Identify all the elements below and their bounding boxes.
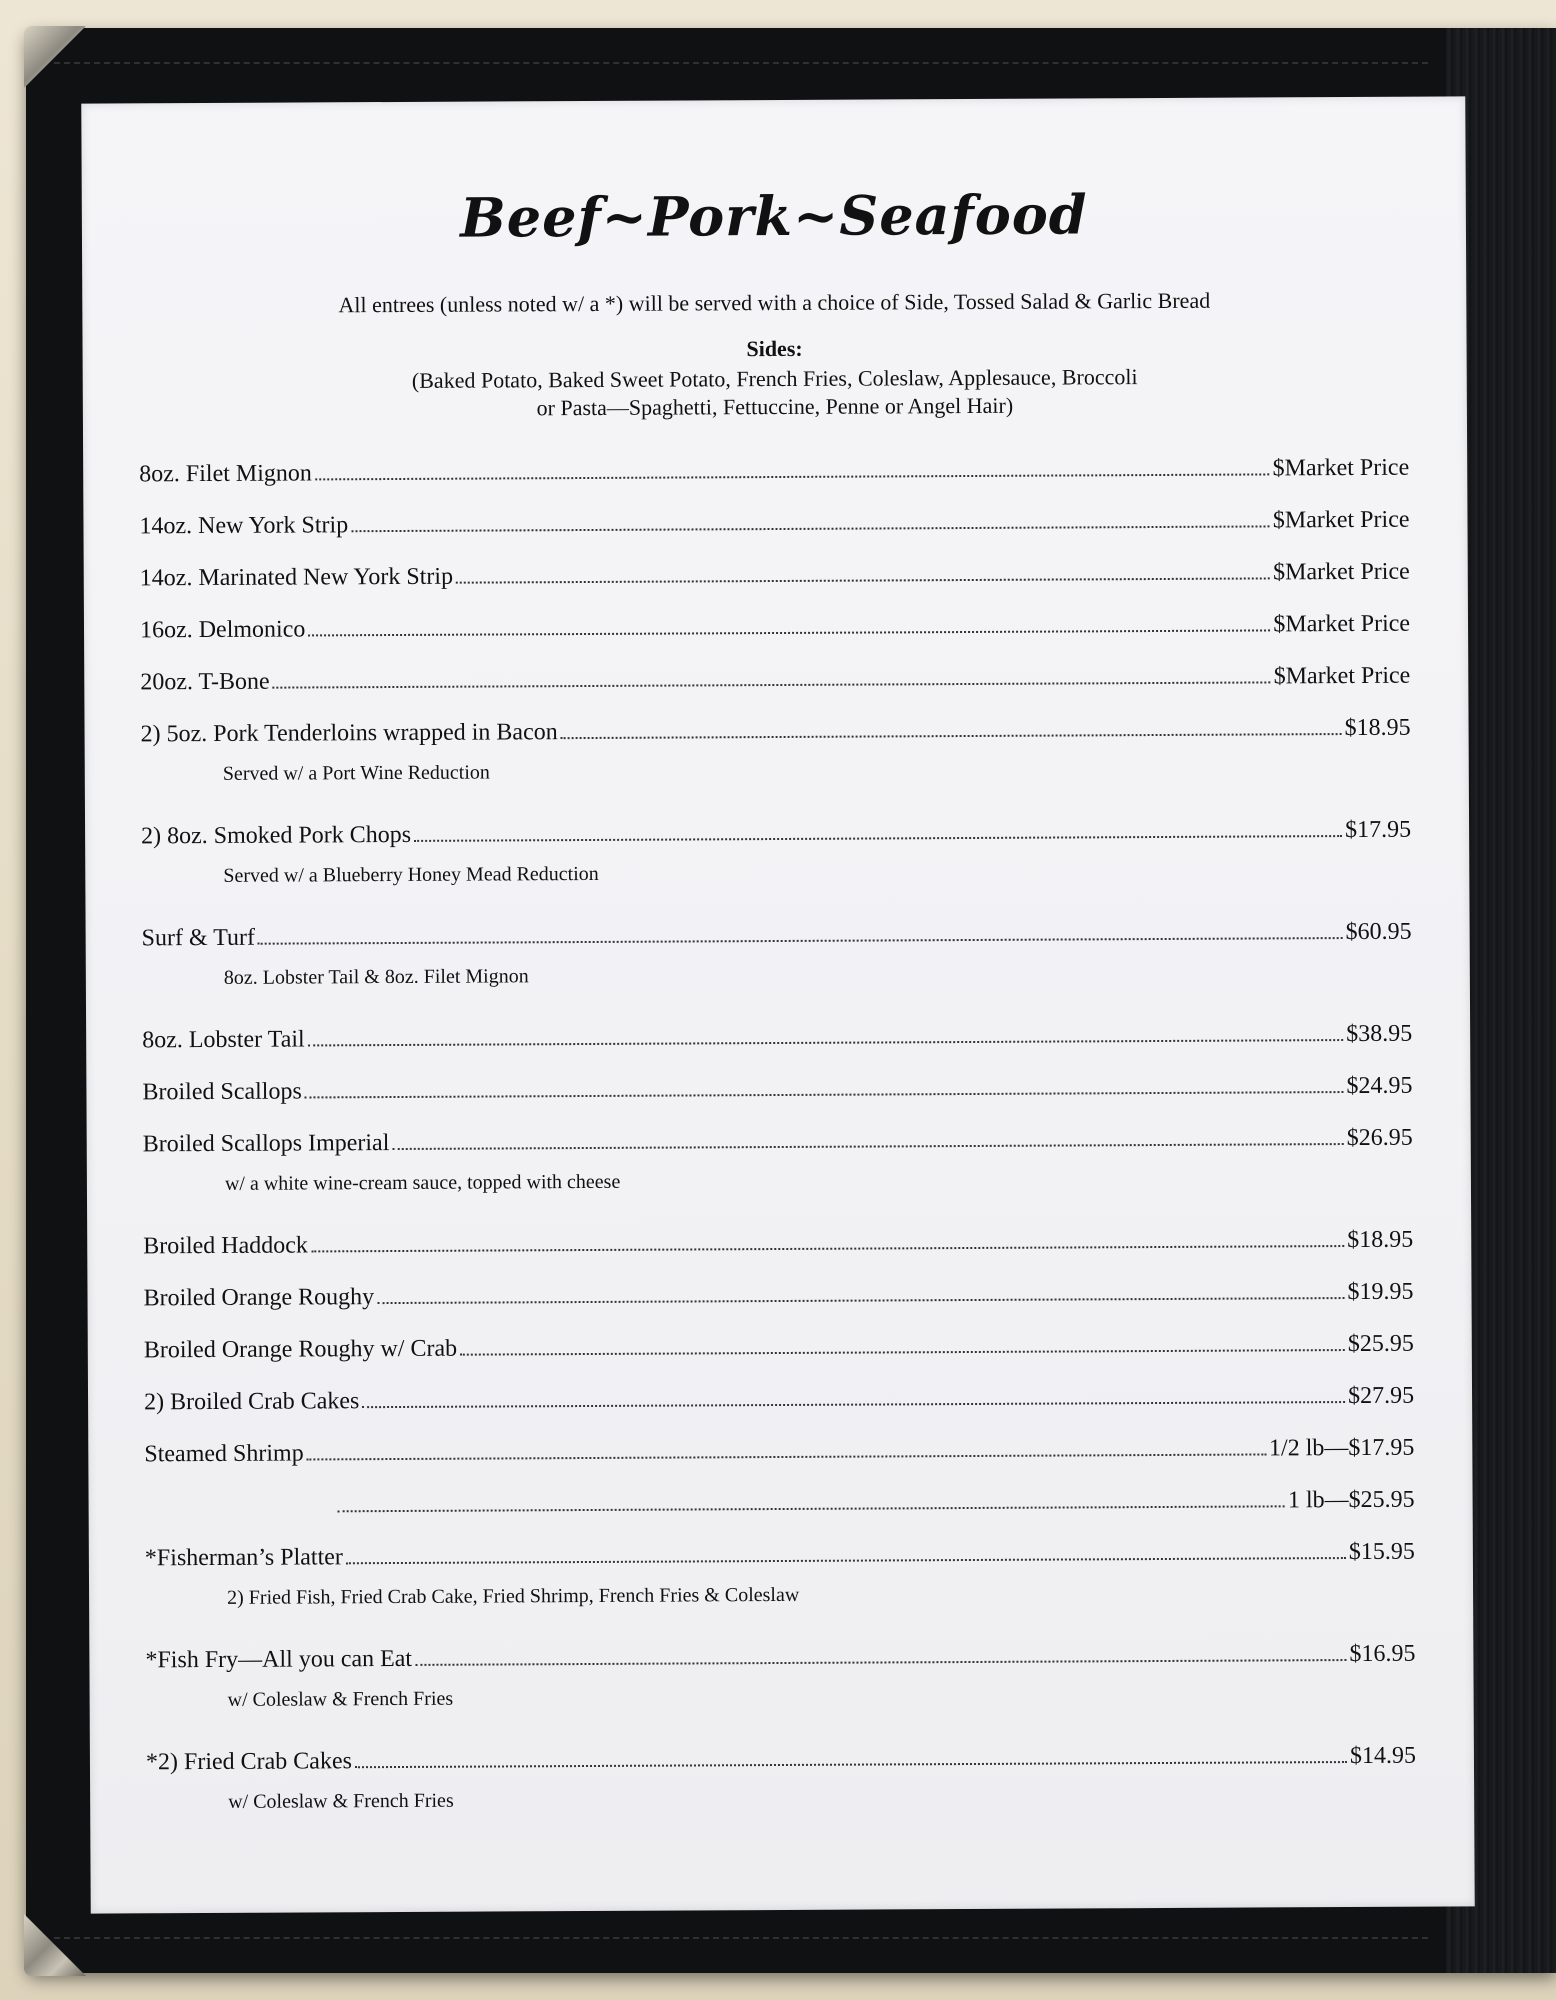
dot-leader — [351, 525, 1270, 532]
menu-item-price: $24.95 — [1346, 1072, 1413, 1100]
menu-item-price: $Market Price — [1272, 506, 1410, 534]
dot-leader — [308, 629, 1270, 636]
dot-leader — [355, 1761, 1347, 1768]
menu-item-price: $18.95 — [1344, 714, 1411, 742]
menu-item — [139, 431, 1409, 490]
menu-item-name: 2) 5oz. Pork Tenderloins wrapped in Bacon — [140, 719, 558, 748]
menu-item-note: w/ Coleslaw & French Fries — [227, 1687, 454, 1711]
menu-item-name: 16oz. Delmonico — [139, 616, 306, 644]
dot-leader — [273, 681, 1271, 688]
menu-item-price: $60.95 — [1345, 918, 1412, 946]
menu-item-name: Broiled Scallops Imperial — [142, 1130, 390, 1158]
dot-leader — [258, 937, 1343, 945]
dot-leader — [338, 1505, 1285, 1512]
menu-item-size-option — [144, 1463, 1414, 1522]
menu-item-note: 2) Fried Fish, Fried Crab Cake, Fried Shrimp, French Fries & Coleslaw — [227, 1583, 800, 1609]
menu-item — [140, 535, 1410, 594]
sides-heading: Sides: — [746, 335, 803, 362]
menu-item-price: $14.95 — [1349, 1742, 1417, 1770]
menu-item-name: 8oz. Lobster Tail — [142, 1026, 305, 1054]
dot-leader — [456, 577, 1270, 583]
menu-item-note: 8oz. Lobster Tail & 8oz. Filet Mignon — [223, 964, 529, 989]
sides-list-line-1: (Baked Potato, Baked Sweet Potato, French Fries, Coleslaw, Applesauce, Broccoli — [411, 364, 1138, 393]
menu-item-price: $18.95 — [1347, 1226, 1414, 1254]
menu-item — [143, 1255, 1413, 1314]
menu-item-price: $26.95 — [1346, 1124, 1413, 1152]
menu-item-name: Steamed Shrimp — [144, 1440, 304, 1468]
menu-item-note: Served w/ a Blueberry Honey Mead Reduction — [223, 862, 599, 887]
dot-leader — [392, 1143, 1343, 1150]
dot-leader — [315, 473, 1270, 480]
menu-item — [140, 587, 1410, 646]
menu-item-name: 8oz. Filet Mignon — [139, 460, 312, 488]
menu-item-name: Broiled Scallops — [142, 1078, 302, 1106]
menu-item — [146, 1719, 1416, 1778]
dot-leader — [308, 1039, 1343, 1046]
menu-item — [144, 1359, 1414, 1418]
menu-item-name: 2) Broiled Crab Cakes — [144, 1388, 360, 1416]
menu-item-price: 1/2 lb—$17.95 — [1268, 1434, 1415, 1462]
menu-item — [140, 691, 1410, 750]
menu-item — [144, 1411, 1414, 1470]
menu-item-price: $Market Price — [1273, 610, 1411, 638]
menu-item-price: $38.95 — [1346, 1020, 1413, 1048]
menu-item — [142, 1049, 1412, 1108]
menu-item-name: *Fish Fry—All you can Eat — [145, 1645, 413, 1674]
menu-item-name: Broiled Orange Roughy — [143, 1284, 375, 1312]
dot-leader — [346, 1557, 1346, 1564]
dot-leader — [307, 1453, 1266, 1460]
dot-leader — [362, 1401, 1345, 1408]
entree-note: All entrees (unless noted w/ a *) will be served with a choice of Side, Tossed Salad & Garlic Bread — [338, 287, 1211, 318]
menu-item-name: Broiled Haddock — [143, 1232, 308, 1260]
dot-leader — [377, 1297, 1344, 1304]
menu-item-name: *Fisherman’s Platter — [144, 1544, 343, 1572]
menu-item-name: 20oz. T-Bone — [140, 668, 270, 696]
dot-leader — [305, 1091, 1344, 1098]
menu-item-name: Surf & Turf — [141, 924, 256, 952]
menu-item — [144, 1307, 1414, 1366]
binder-stitching-top — [54, 62, 1428, 64]
menu-title: Beef~Pork~Seafood — [459, 182, 1088, 250]
menu-item-price: 1 lb—$25.95 — [1287, 1486, 1415, 1514]
menu-item-note: w/ a white wine-cream sauce, topped with cheese — [224, 1170, 621, 1195]
dot-leader — [311, 1245, 1344, 1252]
menu-item-note: w/ Coleslaw & French Fries — [228, 1789, 454, 1813]
menu-item-name: Broiled Orange Roughy w/ Crab — [143, 1335, 458, 1364]
menu-item-price: $17.95 — [1345, 816, 1412, 844]
menu-item-price: $Market Price — [1272, 454, 1410, 482]
menu-item-name: *2) Fried Crab Cakes — [145, 1748, 352, 1776]
menu-item — [143, 1101, 1413, 1160]
binder-stitching-bottom — [54, 1937, 1428, 1939]
menu-item-price: $16.95 — [1349, 1640, 1416, 1668]
dot-leader — [561, 733, 1342, 739]
menu-item-price: $15.95 — [1348, 1538, 1415, 1566]
menu-item — [139, 483, 1409, 542]
dot-leader — [414, 835, 1342, 842]
menu-item — [141, 895, 1411, 954]
menu-item — [145, 1515, 1415, 1574]
dot-leader — [415, 1659, 1346, 1666]
menu-item-name: 2) 8oz. Smoked Pork Chops — [141, 821, 412, 850]
menu-page — [81, 96, 1474, 1913]
menu-item-price: $27.95 — [1347, 1382, 1415, 1410]
menu-item — [141, 793, 1411, 852]
sides-list-line-2: or Pasta—Spaghetti, Fettuccine, Penne or Angel Hair) — [536, 392, 1014, 421]
menu-item — [145, 1617, 1415, 1676]
menu-item-price: $Market Price — [1273, 558, 1410, 586]
menu-item — [140, 639, 1410, 698]
menu-item-price: $Market Price — [1273, 662, 1411, 690]
menu-item-list — [139, 431, 1416, 1828]
menu-item-note: Served w/ a Port Wine Reduction — [222, 761, 490, 785]
menu-item-price: $19.95 — [1347, 1278, 1414, 1306]
menu-item-price: $25.95 — [1347, 1330, 1414, 1358]
menu-item-name: 14oz. Marinated New York Strip — [139, 563, 454, 592]
dot-leader — [460, 1349, 1345, 1356]
menu-item — [143, 1203, 1413, 1262]
menu-item-name: 14oz. New York Strip — [139, 512, 349, 540]
menu-item — [142, 997, 1412, 1056]
